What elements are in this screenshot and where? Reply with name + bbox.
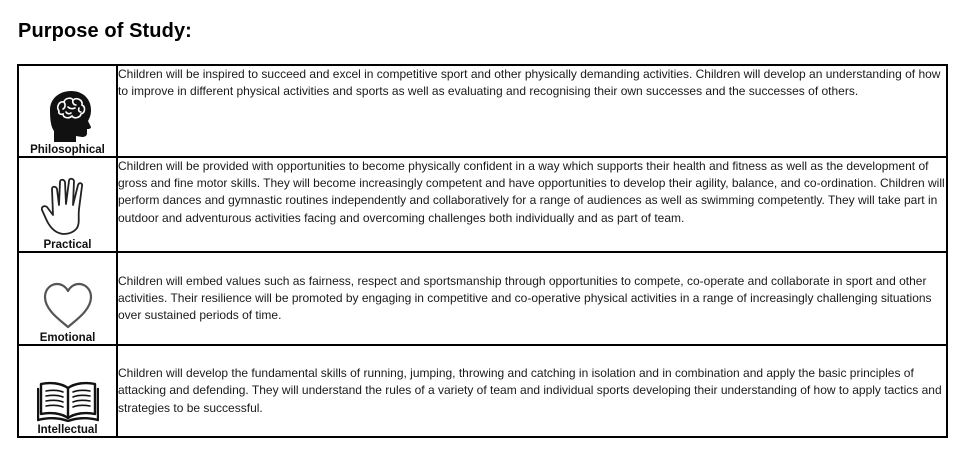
hand-icon xyxy=(41,177,95,237)
table-row-practical xyxy=(18,157,947,252)
open-book-icon xyxy=(37,380,99,422)
row-label-philosophical: Philosophical xyxy=(30,144,105,156)
heart-icon xyxy=(42,282,94,330)
table-row-intellectual xyxy=(18,345,947,437)
row-label-practical: Practical xyxy=(43,239,92,251)
row-label-intellectual: Intellectual xyxy=(37,424,98,436)
icon-cell-practical xyxy=(18,157,117,252)
row-text-intellectual: Children will develop the fundamental skills of running, jumping, throwing and catching in isolation and in combination and apply the basic principles of attacking and defending. They will understand the rules of a variety of team and individual sports developing their understanding of how to apply tactics and strategies to be successful. xyxy=(117,345,947,437)
head-brain-icon xyxy=(44,90,92,142)
icon-cell-philosophical xyxy=(18,65,117,157)
row-text-practical: Children will be provided with opportunities to become physically confident in a way which supports their health and fitness as well as the development of gross and fine motor skills. They will become increasingly competent and have opportunities to develop their agility, balance, and co-ordination. Children will perform dances and gymnastic routines independently and collaboratively for a range of audiences as well as swimming competently. They will take part in outdoor and adventurous activities facing and overcoming challenges both individually and as part of team. xyxy=(117,157,947,252)
page-title: Purpose of Study: xyxy=(18,20,192,42)
row-label-emotional: Emotional xyxy=(39,332,96,344)
row-text-philosophical: Children will be inspired to succeed and excel in competitive sport and other physically demanding activities. Children will develop an understanding of how to improve in different physical activities and sports as well as evaluating and recognising their own successes and the successes of others. xyxy=(117,65,947,157)
icon-cell-emotional xyxy=(18,252,117,345)
icon-cell-intellectual xyxy=(18,345,117,437)
row-text-emotional: Children will embed values such as fairness, respect and sportsmanship through opportunities to compete, co-operate and collaborate in sport and other activities. Their resilience will be promoted by engaging in competitive and co-operative physical activities in a range of increasingly challenging situations over sustained periods of time. xyxy=(117,252,947,345)
table-row-emotional xyxy=(18,252,947,345)
table-row-philosophical xyxy=(18,65,947,157)
purpose-of-study-table xyxy=(17,64,948,438)
